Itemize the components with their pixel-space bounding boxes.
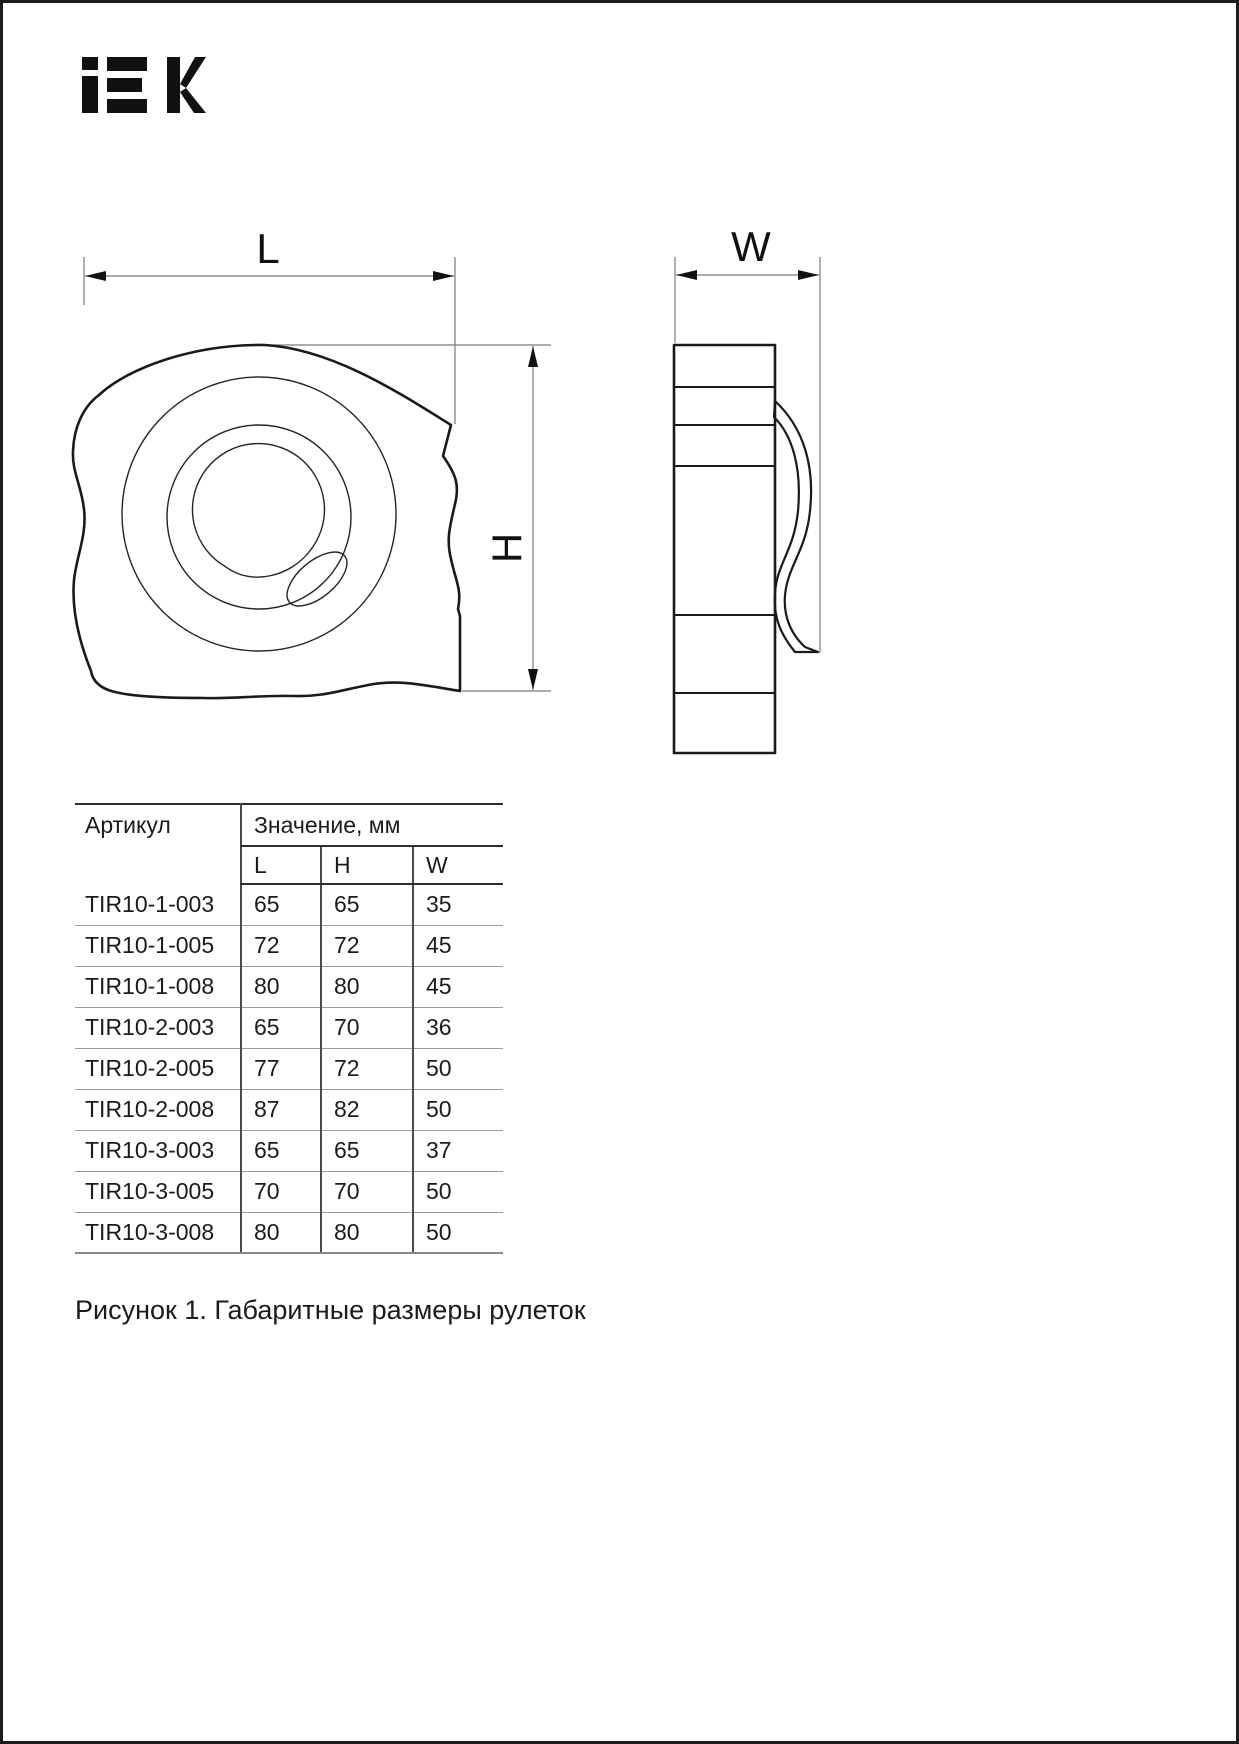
table-header-row-1 <box>75 804 503 846</box>
l-arrow-right <box>433 271 454 281</box>
figure-caption: Рисунок 1. Габаритные размеры рулеток <box>75 1295 586 1325</box>
cell-l: 65 <box>241 884 321 925</box>
cell-w: 36 <box>413 1007 503 1048</box>
table-row <box>75 966 503 1007</box>
cell-w: 45 <box>413 925 503 966</box>
cell-h: 70 <box>321 1007 413 1048</box>
table-row <box>75 1171 503 1212</box>
side-body <box>674 345 775 753</box>
cell-h: 70 <box>321 1171 413 1212</box>
w-arrow-right <box>798 270 819 280</box>
table-row <box>75 1089 503 1130</box>
dim-label-l: L <box>256 225 280 272</box>
cell-w: 35 <box>413 884 503 925</box>
cell-l: 80 <box>241 966 321 1007</box>
cell-h: 72 <box>321 1048 413 1089</box>
cell-h: 82 <box>321 1089 413 1130</box>
table-row <box>75 1130 503 1171</box>
figure-drawing <box>3 3 1239 803</box>
cell-article: TIR10-3-008 <box>75 1212 241 1253</box>
cell-article: TIR10-1-008 <box>75 966 241 1007</box>
reel-outer-circle <box>122 377 396 651</box>
h-arrow-bottom <box>528 669 538 690</box>
dim-label-w: W <box>731 223 771 270</box>
table-row <box>75 884 503 925</box>
cell-l: 65 <box>241 1007 321 1048</box>
cell-article: TIR10-2-003 <box>75 1007 241 1048</box>
col-header-l: L <box>241 846 321 884</box>
cell-w: 50 <box>413 1171 503 1212</box>
dim-label-h: H <box>483 532 531 564</box>
cell-article: TIR10-2-008 <box>75 1089 241 1130</box>
dimensions-table <box>75 803 503 1254</box>
cell-article: TIR10-2-005 <box>75 1048 241 1089</box>
col-header-article: Артикул <box>85 812 171 838</box>
cell-l: 77 <box>241 1048 321 1089</box>
col-header-h: H <box>321 846 413 884</box>
cell-w: 37 <box>413 1130 503 1171</box>
h-arrow-top <box>528 346 538 367</box>
table-row <box>75 1212 503 1253</box>
cell-article: TIR10-1-005 <box>75 925 241 966</box>
cell-l: 65 <box>241 1130 321 1171</box>
cell-w: 50 <box>413 1048 503 1089</box>
cell-w: 50 <box>413 1212 503 1253</box>
cell-l: 80 <box>241 1212 321 1253</box>
side-view <box>674 345 818 753</box>
cell-l: 72 <box>241 925 321 966</box>
col-header-w: W <box>413 846 503 884</box>
table-row <box>75 925 503 966</box>
table-row <box>75 1007 503 1048</box>
reel-hub-shape <box>192 444 324 578</box>
front-view <box>73 345 460 698</box>
cell-h: 80 <box>321 1212 413 1253</box>
cell-h: 72 <box>321 925 413 966</box>
cell-article: TIR10-3-003 <box>75 1130 241 1171</box>
dimension-h <box>265 345 551 691</box>
l-arrow-left <box>85 271 106 281</box>
cell-h: 65 <box>321 884 413 925</box>
tape-body-outline <box>73 345 460 698</box>
cell-h: 65 <box>321 1130 413 1171</box>
table-row <box>75 1048 503 1089</box>
cell-l: 87 <box>241 1089 321 1130</box>
cell-l: 70 <box>241 1171 321 1212</box>
cell-w: 45 <box>413 966 503 1007</box>
cell-article: TIR10-1-003 <box>75 884 241 925</box>
belt-clip <box>774 401 818 652</box>
cell-w: 50 <box>413 1089 503 1130</box>
cell-h: 80 <box>321 966 413 1007</box>
cell-article: TIR10-3-005 <box>75 1171 241 1212</box>
hub-slot <box>278 542 356 616</box>
col-header-group: Значение, мм <box>241 804 503 846</box>
w-arrow-left <box>676 270 697 280</box>
